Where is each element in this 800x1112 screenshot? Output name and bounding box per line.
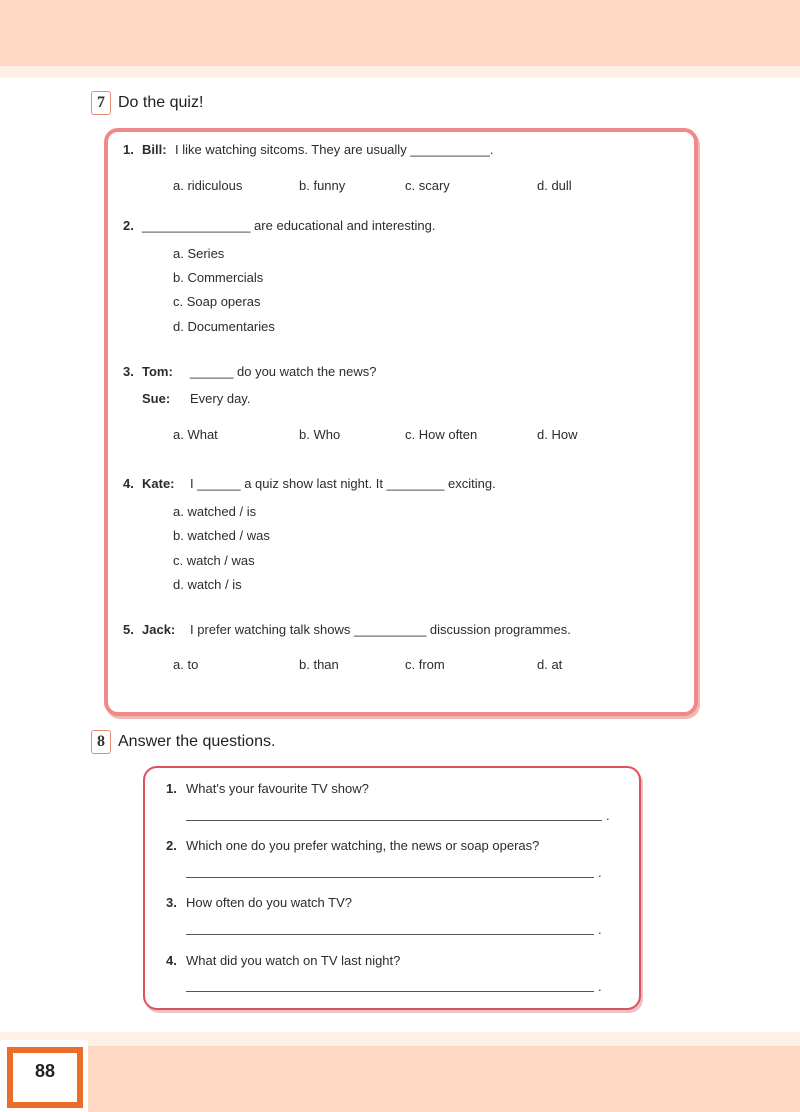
question-number: 4. — [123, 476, 134, 491]
option-d: d. dull — [537, 178, 572, 193]
exercise-number-badge: 7 — [91, 91, 111, 115]
top-color-band — [0, 0, 800, 66]
question-number: 3. — [123, 364, 134, 379]
option-c: c. Soap operas — [173, 294, 261, 309]
option-b: b. Commercials — [173, 270, 264, 285]
exercise-number-badge: 8 — [91, 730, 111, 754]
question-text: ______ do you watch the news? — [190, 364, 377, 379]
question-number: 4. — [166, 953, 177, 968]
question-number: 2. — [166, 838, 177, 853]
bottom-color-band — [0, 1046, 800, 1112]
answer-period: . — [598, 979, 602, 994]
question-speaker: Sue: — [142, 391, 171, 406]
answer-line[interactable] — [186, 877, 594, 878]
bottom-light-strip — [0, 1032, 800, 1046]
question-speaker: Kate: — [142, 476, 175, 491]
exercise-title: Do the quiz! — [118, 94, 204, 111]
page-number: 88 — [7, 1047, 83, 1108]
question-number: 5. — [123, 622, 134, 637]
answer-line[interactable] — [186, 934, 594, 935]
answer-line[interactable] — [186, 820, 602, 821]
question-number: 1. — [166, 781, 177, 796]
option-b: b. than — [299, 657, 339, 672]
option-a: a. Series — [173, 246, 225, 261]
question-text: Which one do you prefer watching, the news or soap operas? — [186, 838, 540, 853]
exercise-8-heading — [91, 730, 275, 754]
question-text: _______________ are educational and interesting. — [142, 218, 436, 233]
question-speaker: Jack: — [142, 622, 176, 637]
option-d: d. watch / is — [173, 577, 242, 592]
option-d: d. at — [537, 657, 563, 672]
question-text: What's your favourite TV show? — [186, 781, 369, 796]
question-text: What did you watch on TV last night? — [186, 953, 401, 968]
option-c: c. scary — [405, 178, 450, 193]
option-a: a. watched / is — [173, 504, 257, 519]
option-b: b. Who — [299, 427, 341, 442]
answer-box — [143, 766, 641, 1010]
option-c: c. watch / was — [173, 553, 255, 568]
option-d: d. How — [537, 427, 578, 442]
question-text: How often do you watch TV? — [186, 895, 352, 910]
option-c: c. How often — [405, 427, 478, 442]
exercise-7-heading — [91, 91, 203, 115]
answer-period: . — [598, 922, 602, 937]
question-speaker: Bill: — [142, 142, 167, 157]
question-text: Every day. — [190, 391, 251, 406]
question-text: I like watching sitcoms. They are usually ___________. — [175, 142, 494, 157]
option-b: b. funny — [299, 178, 346, 193]
question-number: 3. — [166, 895, 177, 910]
option-a: a. What — [173, 427, 218, 442]
option-b: b. watched / was — [173, 528, 270, 543]
option-c: c. from — [405, 657, 445, 672]
question-text: I prefer watching talk shows __________ discussion programmes. — [190, 622, 571, 637]
question-number: 1. — [123, 142, 134, 157]
question-number: 2. — [123, 218, 134, 233]
exercise-title: Answer the questions. — [118, 733, 276, 750]
option-a: a. ridiculous — [173, 178, 243, 193]
answer-period: . — [598, 865, 602, 880]
answer-period: . — [606, 808, 610, 823]
option-d: d. Documentaries — [173, 319, 275, 334]
question-text: I ______ a quiz show last night. It ________ exciting. — [190, 476, 496, 491]
question-speaker: Tom: — [142, 364, 173, 379]
option-a: a. to — [173, 657, 199, 672]
top-light-strip — [0, 66, 800, 78]
answer-line[interactable] — [186, 991, 594, 992]
